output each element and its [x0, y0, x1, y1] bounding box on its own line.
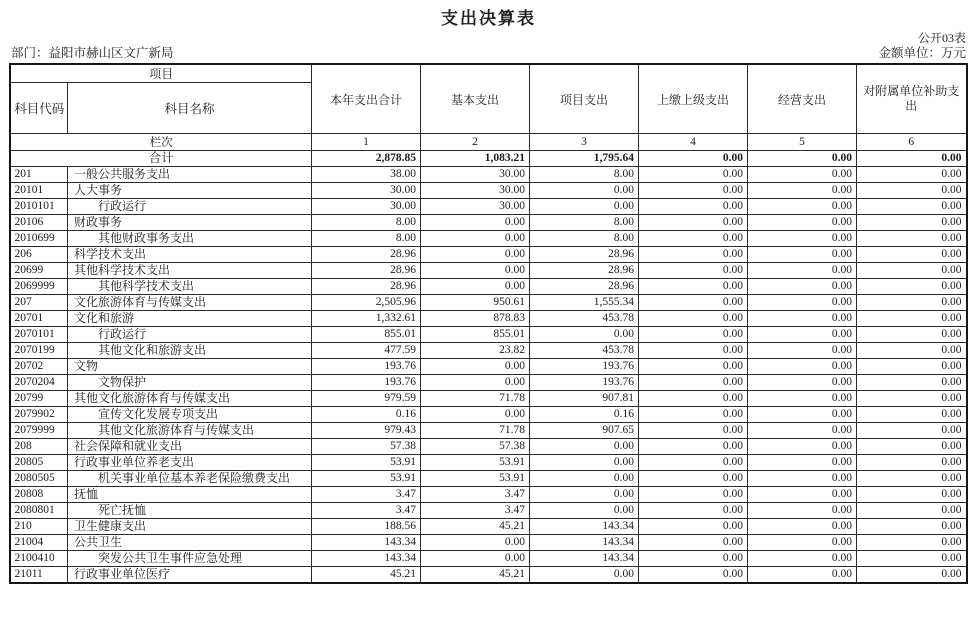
value-cell: 30.00: [421, 199, 530, 215]
total-label: 合计: [10, 151, 311, 167]
subject-name-cell: 财政事务: [67, 215, 311, 231]
value-cell: 0.00: [530, 327, 639, 343]
subject-name-cell: 人大事务: [67, 183, 311, 199]
rank-label: 栏次: [10, 134, 311, 151]
rank-number: 1: [312, 134, 421, 151]
value-cell: 0.00: [421, 359, 530, 375]
value-cell: 0.00: [639, 375, 748, 391]
value-cell: 0.00: [748, 215, 857, 231]
table-row: [10, 375, 966, 391]
value-cell: 0.00: [421, 215, 530, 231]
value-cell: 0.00: [748, 327, 857, 343]
value-cell: 0.00: [748, 471, 857, 487]
subject-name-cell: 行政运行: [67, 327, 311, 343]
value-cell: 0.00: [857, 295, 967, 311]
value-cell: 0.00: [748, 167, 857, 183]
subject-name-cell: 其他科学技术支出: [67, 279, 311, 295]
value-cell: 0.00: [530, 455, 639, 471]
value-cell: 0.00: [639, 551, 748, 567]
value-cell: 0.00: [530, 471, 639, 487]
value-cell: 8.00: [530, 231, 639, 247]
subject-name-cell: 机关事业单位基本养老保险缴费支出: [67, 471, 311, 487]
value-cell: 3.47: [312, 503, 421, 519]
subject-code-cell: 207: [10, 295, 67, 311]
value-cell: 0.00: [857, 439, 967, 455]
value-cell: 0.00: [639, 407, 748, 423]
rank-number: 2: [421, 134, 530, 151]
value-cell: 45.21: [421, 519, 530, 535]
value-cell: 71.78: [421, 423, 530, 439]
value-cell: 0.00: [421, 247, 530, 263]
value-cell: 28.96: [530, 247, 639, 263]
value-cell: 0.00: [857, 503, 967, 519]
subject-code-cell: 2010101: [10, 199, 67, 215]
meta-line: [0, 45, 977, 63]
table-row: [10, 295, 966, 311]
subject-name-cell: 卫生健康支出: [67, 519, 311, 535]
value-cell: 0.00: [857, 567, 967, 584]
header-subject-name: 科目名称: [67, 83, 311, 134]
header-subject-code: 科目代码: [10, 83, 67, 134]
table-row: [10, 503, 966, 519]
rank-number: 4: [639, 134, 748, 151]
subject-name-cell: 宣传文化发展专项支出: [67, 407, 311, 423]
subject-name-cell: 文物: [67, 359, 311, 375]
value-cell: 855.01: [421, 327, 530, 343]
value-cell: 143.34: [530, 551, 639, 567]
value-cell: 0.00: [639, 295, 748, 311]
value-cell: 0.00: [857, 215, 967, 231]
subject-code-cell: 20106: [10, 215, 67, 231]
value-cell: 0.00: [639, 327, 748, 343]
header-row-rank: [10, 134, 966, 151]
subject-name-cell: 科学技术支出: [67, 247, 311, 263]
table-row: [10, 327, 966, 343]
subject-name-cell: 其他科学技术支出: [67, 263, 311, 279]
value-cell: 28.96: [312, 263, 421, 279]
table-row: [10, 279, 966, 295]
value-cell: 8.00: [312, 215, 421, 231]
subject-name-cell: 突发公共卫生事件应急处理: [67, 551, 311, 567]
value-cell: 0.00: [857, 471, 967, 487]
value-cell: 0.00: [748, 567, 857, 584]
subject-name-cell: 文化旅游体育与传媒支出: [67, 295, 311, 311]
value-cell: 193.76: [530, 375, 639, 391]
subject-code-cell: 2070199: [10, 343, 67, 359]
total-value-cell: 0.00: [857, 151, 967, 167]
value-cell: 0.00: [857, 487, 967, 503]
value-cell: 8.00: [530, 215, 639, 231]
subject-name-cell: 其他财政事务支出: [67, 231, 311, 247]
value-cell: 0.00: [857, 327, 967, 343]
subject-code-cell: 206: [10, 247, 67, 263]
subject-code-cell: 20699: [10, 263, 67, 279]
value-cell: 0.00: [639, 215, 748, 231]
value-cell: 57.38: [421, 439, 530, 455]
table-row: [10, 359, 966, 375]
subject-name-cell: 其他文化旅游体育与传媒支出: [67, 423, 311, 439]
value-cell: 0.00: [748, 311, 857, 327]
subject-code-cell: 2080801: [10, 503, 67, 519]
value-cell: 0.00: [530, 567, 639, 584]
value-cell: 53.91: [312, 455, 421, 471]
subject-name-cell: 死亡抚恤: [67, 503, 311, 519]
value-cell: 193.76: [312, 359, 421, 375]
value-cell: 907.81: [530, 391, 639, 407]
value-cell: 0.00: [639, 167, 748, 183]
subject-code-cell: 208: [10, 439, 67, 455]
value-cell: 0.00: [421, 263, 530, 279]
value-cell: 0.00: [857, 263, 967, 279]
value-cell: 0.00: [421, 375, 530, 391]
value-cell: 53.91: [312, 471, 421, 487]
value-cell: 0.00: [639, 439, 748, 455]
value-cell: 0.00: [421, 551, 530, 567]
value-cell: 878.83: [421, 311, 530, 327]
table-row: [10, 391, 966, 407]
table-row: [10, 343, 966, 359]
table-row: [10, 311, 966, 327]
table-row: [10, 167, 966, 183]
value-cell: 143.34: [530, 535, 639, 551]
value-cell: 0.00: [857, 167, 967, 183]
value-cell: 0.00: [748, 343, 857, 359]
table-row: [10, 423, 966, 439]
subject-code-cell: 20808: [10, 487, 67, 503]
value-cell: 0.00: [748, 407, 857, 423]
value-cell: 0.00: [639, 487, 748, 503]
value-cell: 45.21: [312, 567, 421, 584]
value-cell: 0.00: [857, 407, 967, 423]
rank-number: 5: [748, 134, 857, 151]
subject-code-cell: 2069999: [10, 279, 67, 295]
value-cell: 0.00: [639, 519, 748, 535]
value-cell: 3.47: [312, 487, 421, 503]
total-value-cell: 1,795.64: [530, 151, 639, 167]
value-cell: 0.00: [857, 375, 967, 391]
page-title: 支出决算表: [441, 9, 536, 28]
table-row: [10, 439, 966, 455]
value-cell: 453.78: [530, 343, 639, 359]
subject-name-cell: 抚恤: [67, 487, 311, 503]
value-cell: 0.00: [748, 279, 857, 295]
value-cell: 0.00: [639, 231, 748, 247]
subject-code-cell: 210: [10, 519, 67, 535]
value-cell: 0.00: [857, 199, 967, 215]
value-cell: 0.00: [639, 311, 748, 327]
value-cell: 0.00: [748, 375, 857, 391]
subject-name-cell: 其他文化和旅游支出: [67, 343, 311, 359]
value-cell: 0.16: [530, 407, 639, 423]
header-col-upper-level: 上缴上级支出: [639, 64, 748, 134]
subject-name-cell: 文物保护: [67, 375, 311, 391]
value-cell: 0.00: [857, 359, 967, 375]
table-row: [10, 535, 966, 551]
value-cell: 8.00: [530, 167, 639, 183]
value-cell: 0.00: [421, 535, 530, 551]
subject-code-cell: 20701: [10, 311, 67, 327]
value-cell: 0.00: [748, 423, 857, 439]
value-cell: 0.00: [857, 247, 967, 263]
value-cell: 0.00: [857, 519, 967, 535]
subject-name-cell: 行政事业单位医疗: [67, 567, 311, 584]
subject-code-cell: 20101: [10, 183, 67, 199]
table-row: [10, 183, 966, 199]
value-cell: 45.21: [421, 567, 530, 584]
value-cell: 30.00: [421, 167, 530, 183]
header-col-annual-total: 本年支出合计: [312, 64, 421, 134]
total-value-cell: 2,878.85: [312, 151, 421, 167]
table-row: [10, 471, 966, 487]
expenditure-table: [9, 63, 967, 584]
value-cell: 0.00: [639, 503, 748, 519]
subject-code-cell: 2070101: [10, 327, 67, 343]
value-cell: 0.00: [748, 487, 857, 503]
header-col-project-exp: 项目支出: [530, 64, 639, 134]
value-cell: 0.00: [639, 199, 748, 215]
value-cell: 0.00: [857, 391, 967, 407]
value-cell: 0.00: [748, 439, 857, 455]
subject-code-cell: 21011: [10, 567, 67, 584]
value-cell: 30.00: [312, 183, 421, 199]
subject-code-cell: 2079902: [10, 407, 67, 423]
value-cell: 979.43: [312, 423, 421, 439]
department-label: 部门：益阳市赫山区文广新局: [11, 46, 174, 60]
subject-code-cell: 2080505: [10, 471, 67, 487]
value-cell: 28.96: [312, 247, 421, 263]
value-cell: 0.00: [748, 391, 857, 407]
value-cell: 53.91: [421, 471, 530, 487]
value-cell: 0.00: [530, 199, 639, 215]
value-cell: 950.61: [421, 295, 530, 311]
table-row: [10, 231, 966, 247]
total-row: [10, 151, 966, 167]
value-cell: 143.34: [530, 519, 639, 535]
value-cell: 0.00: [748, 519, 857, 535]
subject-code-cell: 2100410: [10, 551, 67, 567]
value-cell: 0.00: [857, 455, 967, 471]
table-row: [10, 407, 966, 423]
value-cell: 3.47: [421, 503, 530, 519]
unit-label: 金额单位：万元: [878, 46, 966, 60]
header-col-operating: 经营支出: [748, 64, 857, 134]
value-cell: 0.00: [857, 231, 967, 247]
total-value-cell: 0.00: [748, 151, 857, 167]
rank-number: 3: [530, 134, 639, 151]
subject-code-cell: 201: [10, 167, 67, 183]
value-cell: 143.34: [312, 551, 421, 567]
value-cell: 0.00: [748, 183, 857, 199]
value-cell: 0.00: [639, 359, 748, 375]
value-cell: 1,555.34: [530, 295, 639, 311]
table-row: [10, 487, 966, 503]
value-cell: 0.00: [530, 487, 639, 503]
value-cell: 907.65: [530, 423, 639, 439]
value-cell: 0.16: [312, 407, 421, 423]
table-row: [10, 455, 966, 471]
subject-code-cell: 2070204: [10, 375, 67, 391]
value-cell: 3.47: [421, 487, 530, 503]
value-cell: 0.00: [748, 231, 857, 247]
value-cell: 2,505.96: [312, 295, 421, 311]
value-cell: 0.00: [639, 391, 748, 407]
subject-name-cell: 文化和旅游: [67, 311, 311, 327]
value-cell: 28.96: [312, 279, 421, 295]
value-cell: 28.96: [530, 263, 639, 279]
value-cell: 0.00: [639, 343, 748, 359]
subject-name-cell: 其他文化旅游体育与传媒支出: [67, 391, 311, 407]
total-value-cell: 1,083.21: [421, 151, 530, 167]
value-cell: 30.00: [421, 183, 530, 199]
value-cell: 8.00: [312, 231, 421, 247]
value-cell: 23.82: [421, 343, 530, 359]
value-cell: 0.00: [639, 471, 748, 487]
value-cell: 0.00: [639, 279, 748, 295]
value-cell: 453.78: [530, 311, 639, 327]
table-body: [10, 151, 966, 584]
subject-code-cell: 2010699: [10, 231, 67, 247]
table-code-label: 公开03表: [917, 31, 966, 45]
value-cell: 0.00: [857, 183, 967, 199]
value-cell: 0.00: [748, 199, 857, 215]
value-cell: 0.00: [639, 263, 748, 279]
value-cell: 0.00: [748, 503, 857, 519]
value-cell: 193.76: [530, 359, 639, 375]
value-cell: 0.00: [421, 407, 530, 423]
table-row: [10, 247, 966, 263]
value-cell: 30.00: [312, 199, 421, 215]
value-cell: 0.00: [639, 455, 748, 471]
value-cell: 0.00: [857, 423, 967, 439]
total-value-cell: 0.00: [639, 151, 748, 167]
subject-code-cell: 2079999: [10, 423, 67, 439]
value-cell: 0.00: [421, 279, 530, 295]
value-cell: 143.34: [312, 535, 421, 551]
header-col-basic: 基本支出: [421, 64, 530, 134]
value-cell: 0.00: [530, 183, 639, 199]
value-cell: 979.59: [312, 391, 421, 407]
subject-code-cell: 20702: [10, 359, 67, 375]
value-cell: 0.00: [857, 279, 967, 295]
value-cell: 0.00: [857, 311, 967, 327]
value-cell: 0.00: [857, 551, 967, 567]
value-cell: 0.00: [639, 567, 748, 584]
value-cell: 0.00: [421, 231, 530, 247]
value-cell: 28.96: [530, 279, 639, 295]
subject-name-cell: 行政运行: [67, 199, 311, 215]
table-row: [10, 519, 966, 535]
table-row: [10, 263, 966, 279]
subject-code-cell: 20799: [10, 391, 67, 407]
subject-name-cell: 公共卫生: [67, 535, 311, 551]
rank-number: 6: [857, 134, 967, 151]
value-cell: 0.00: [748, 295, 857, 311]
value-cell: 0.00: [639, 535, 748, 551]
value-cell: 0.00: [530, 503, 639, 519]
value-cell: 0.00: [748, 551, 857, 567]
subject-code-cell: 20805: [10, 455, 67, 471]
value-cell: 0.00: [748, 535, 857, 551]
value-cell: 71.78: [421, 391, 530, 407]
value-cell: 0.00: [748, 247, 857, 263]
table-row: [10, 215, 966, 231]
table-row: [10, 567, 966, 584]
header-row-project: [10, 64, 966, 83]
subject-name-cell: 行政事业单位养老支出: [67, 455, 311, 471]
value-cell: 53.91: [421, 455, 530, 471]
value-cell: 0.00: [639, 423, 748, 439]
value-cell: 0.00: [639, 247, 748, 263]
table-row: [10, 551, 966, 567]
header-project: 项目: [10, 64, 311, 83]
value-cell: 0.00: [639, 183, 748, 199]
table-row: [10, 199, 966, 215]
value-cell: 57.38: [312, 439, 421, 455]
header-col-subsidy: 对附属单位补助支出: [857, 64, 967, 134]
value-cell: 1,332.61: [312, 311, 421, 327]
value-cell: 0.00: [857, 343, 967, 359]
value-cell: 0.00: [748, 359, 857, 375]
value-cell: 0.00: [748, 263, 857, 279]
value-cell: 0.00: [748, 455, 857, 471]
value-cell: 193.76: [312, 375, 421, 391]
value-cell: 855.01: [312, 327, 421, 343]
value-cell: 0.00: [857, 535, 967, 551]
subject-code-cell: 21004: [10, 535, 67, 551]
subject-name-cell: 社会保障和就业支出: [67, 439, 311, 455]
value-cell: 188.56: [312, 519, 421, 535]
value-cell: 477.59: [312, 343, 421, 359]
value-cell: 38.00: [312, 167, 421, 183]
value-cell: 0.00: [530, 439, 639, 455]
subject-name-cell: 一般公共服务支出: [67, 167, 311, 183]
